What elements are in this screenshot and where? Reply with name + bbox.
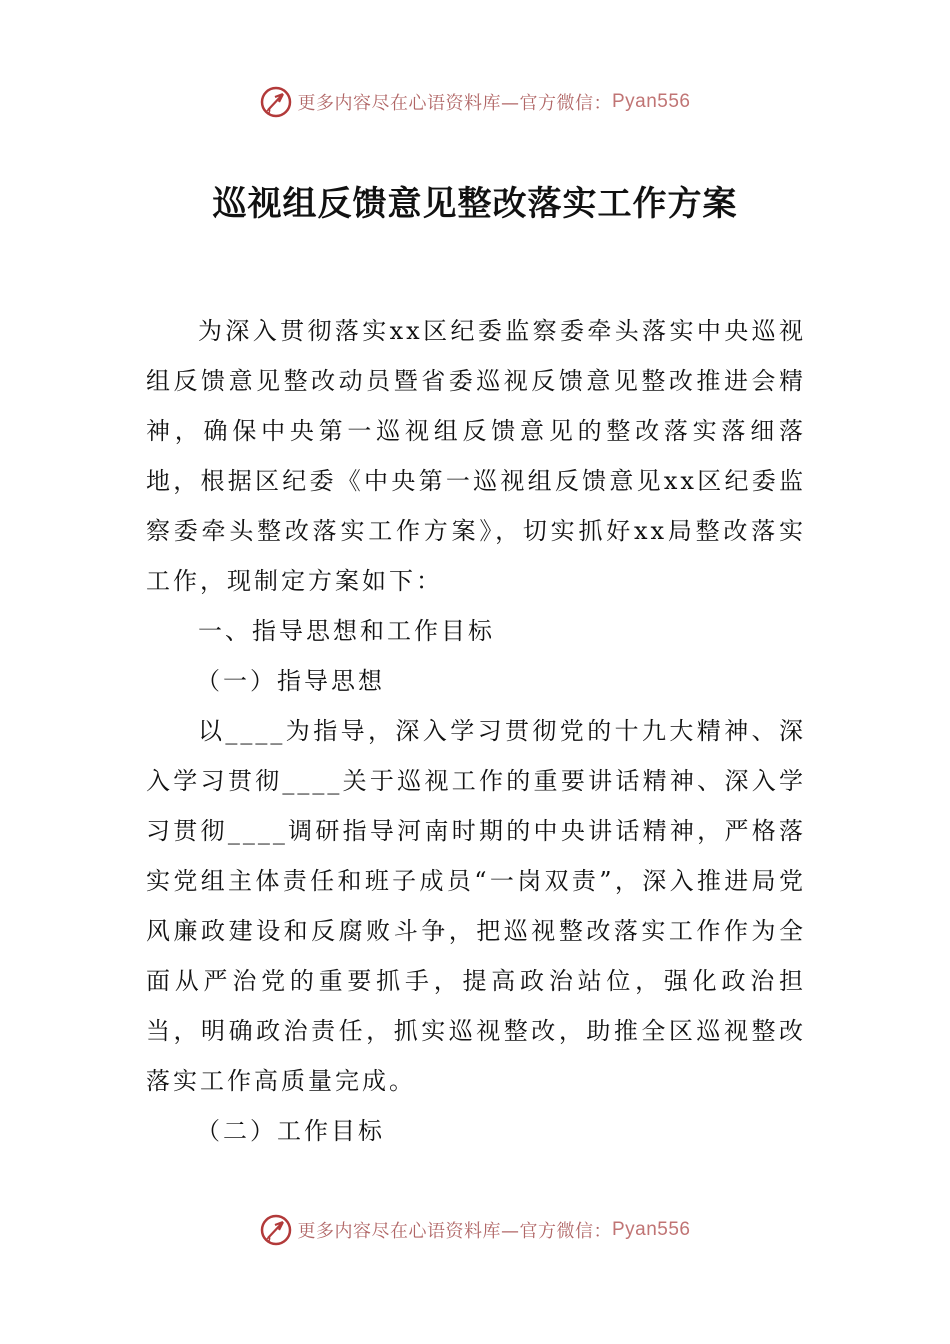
document-body xyxy=(146,306,806,1156)
watermark-handle: Pyan556 xyxy=(611,91,691,112)
watermark-handle: Pyan556 xyxy=(611,1219,691,1240)
watermark-text: 更多内容尽在心语资料库—官方微信： xyxy=(297,1221,612,1242)
watermark-banner-top xyxy=(0,84,950,120)
watermark-banner-bottom xyxy=(0,1212,950,1248)
intro-paragraph: 为深入贯彻落实xx区纪委监察委牵头落实中央巡视组反馈意见整改动员暨省委巡视反馈意见整改推进会精神，确保中央第一巡视组反馈意见的整改落实落细落地，根据区纪委《中央第一巡视组反馈意见xx区纪委监察委牵头整改落实工作方案》，切实抓好xx局整改落实工作，现制定方案如下： xyxy=(146,317,806,595)
document-title: 巡视组反馈意见整改落实工作方案 xyxy=(212,184,738,224)
subsection-heading: （一）指导思想 xyxy=(196,667,385,695)
quill-logo-icon xyxy=(259,85,293,119)
watermark-text: 更多内容尽在心语资料库—官方微信： xyxy=(297,93,612,114)
section-heading: 一、指导思想和工作目标 xyxy=(198,617,495,645)
guiding-ideology-paragraph: 以____为指导，深入学习贯彻党的十九大精神、深入学习贯彻____关于巡视工作的重要讲话精神、深入学习贯彻____调研指导河南时期的中央讲话精神，严格落实党组主体责任和班子成员“一岗双责”，深入推进局党风廉政建设和反腐败斗争，把巡视整改落实工作作为全面从严治党的重要抓手，提高政治站位，强化政治担当，明确政治责任，抓实巡视整改，助推全区巡视整改落实工作高质量完成。 xyxy=(146,717,806,1095)
subsection-heading: （二）工作目标 xyxy=(196,1117,385,1145)
quill-logo-icon xyxy=(259,1213,293,1247)
